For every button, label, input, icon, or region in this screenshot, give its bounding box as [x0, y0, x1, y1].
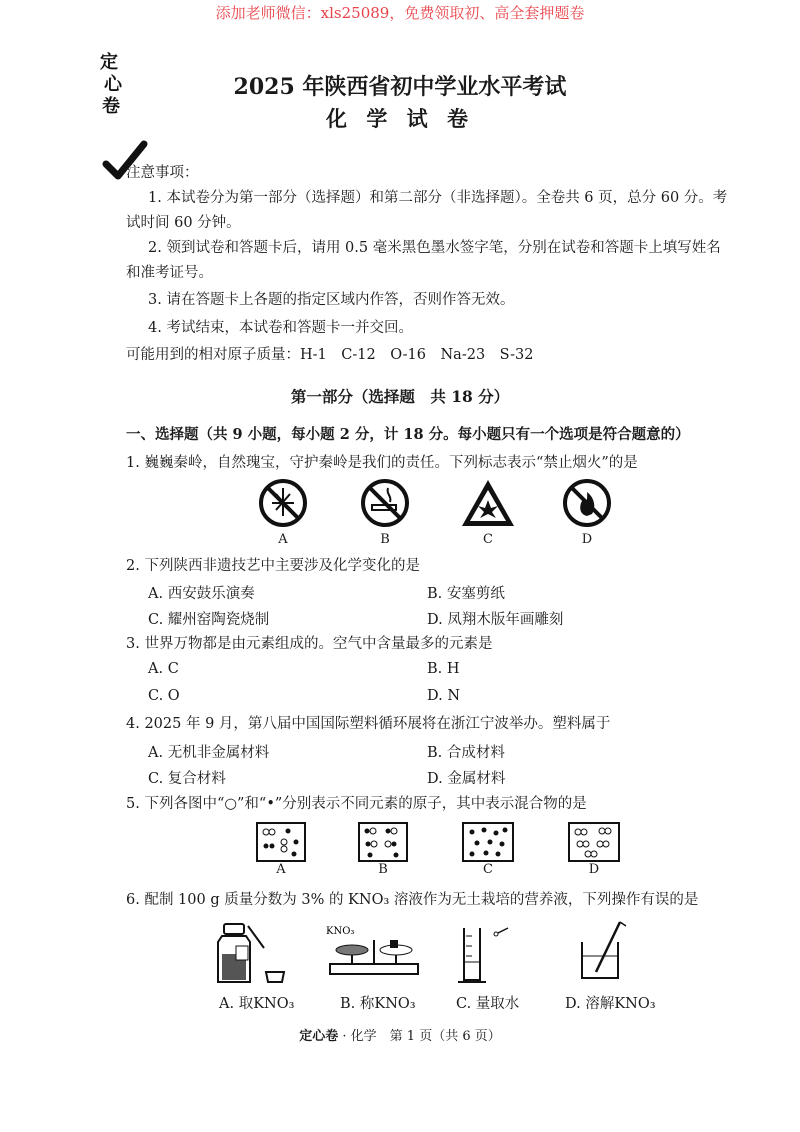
option-c: C. 复合材料	[148, 771, 226, 787]
option-d: D. 溶解KNO₃	[565, 996, 656, 1012]
graduated-cylinder-illustration	[452, 920, 522, 986]
question-6-stem: 6. 配制 100 g 质量分数为 3% 的 KNO₃ 溶液作为无土栽培的营养液，下列操作有误的是	[126, 892, 699, 908]
question-4-stem: 4. 2025 年 9 月，第八届中国国际塑料循环展将在浙江宁波举办。塑料属于	[126, 716, 611, 732]
sign-label-a: A	[278, 532, 288, 547]
part1-heading: 第一部分（选择题 共 18 分）	[290, 387, 510, 406]
option-d: D. N	[427, 688, 461, 704]
particle-box-c	[462, 822, 514, 862]
notice-line: 试时间 60 分钟。	[126, 215, 241, 231]
balance-scale-illustration	[324, 920, 424, 986]
option-a: A. 西安鼓乐演奏	[148, 586, 255, 602]
option-b: B. H	[427, 661, 460, 677]
page-footer	[0, 1025, 800, 1044]
sign-label-c: C	[483, 532, 493, 547]
particle-box-a	[256, 822, 306, 862]
watermark-text: 添加老师微信：xls25089，免费领取初、高全套押题卷	[215, 4, 585, 22]
notice-line: 4. 考试结束，本试卷和答题卡一并交回。	[148, 320, 413, 336]
notice-line: 3. 请在答题卡上各题的指定区域内作答，否则作答无效。	[148, 292, 515, 308]
stamp-char: 卷	[102, 96, 120, 117]
notice-line: 和准考证号。	[126, 265, 213, 281]
option-c: C. 耀州窑陶瓷烧制	[148, 612, 270, 628]
option-c: C. 量取水	[456, 996, 520, 1012]
particle-box-b	[358, 822, 408, 862]
particle-box-d	[568, 822, 620, 862]
atomic-mass-line: 可能用到的相对原子质量：H-1 C-12 O-16 Na-23 S-32	[126, 347, 534, 363]
question-2-stem: 2. 下列陕西非遗技艺中主要涉及化学变化的是	[126, 558, 420, 574]
box-label-c: C	[483, 862, 493, 877]
balance-label: KNO₃	[326, 926, 355, 937]
notice-line: 2. 领到试卷和答题卡后，请用 0.5 毫米黑色墨水签字笔，分别在试卷和答题卡上填写姓名	[148, 240, 721, 256]
box-label-a: A	[276, 862, 286, 877]
explosive-warning-sign-icon	[460, 478, 516, 528]
notice-heading: 注意事项：	[126, 165, 199, 181]
question-1-stem: 1. 巍巍秦岭，自然瑰宝，守护秦岭是我们的责任。下列标志表示“禁止烟火”的是	[126, 455, 638, 471]
option-d: D. 金属材料	[427, 771, 506, 787]
reagent-bottle-illustration	[214, 920, 298, 986]
footer-page-info: · 化学 第 1 页（共 6 页）	[338, 1029, 501, 1044]
no-open-flame-sign-icon	[562, 478, 612, 528]
option-c: C. O	[148, 688, 180, 704]
sign-label-b: B	[380, 532, 390, 547]
option-a: A. C	[148, 661, 179, 677]
no-smoking-sign-icon	[360, 478, 410, 528]
sign-label-d: D	[581, 532, 593, 547]
box-label-b: B	[378, 862, 388, 877]
footer-brand: 定心卷	[299, 1029, 339, 1044]
option-b: B. 合成材料	[427, 745, 505, 761]
notice-line: 1. 本试卷分为第一部分（选择题）和第二部分（非选择题）。全卷共 6 页，总分 60 分。考	[148, 190, 728, 206]
no-fireworks-sign-icon	[258, 478, 308, 528]
option-a: A. 取KNO₃	[219, 996, 295, 1012]
option-d: D. 凤翔木版年画雕刻	[427, 612, 564, 628]
option-b: B. 安塞剪纸	[427, 586, 505, 602]
question-5-stem: 5. 下列各图中“○”和“•”分别表示不同元素的原子，其中表示混合物的是	[126, 796, 587, 812]
stamp-char: 心	[104, 74, 122, 95]
beaker-stirring-illustration	[570, 916, 640, 986]
question-3-stem: 3. 世界万物都是由元素组成的。空气中含量最多的元素是	[126, 636, 493, 652]
stamp-char: 定	[100, 52, 118, 73]
option-b: B. 称KNO₃	[340, 996, 416, 1012]
page-subtitle: 化 学 试 卷	[326, 106, 474, 131]
box-label-d: D	[588, 862, 600, 877]
section-intro: 一、选择题（共 9 小题，每小题 2 分，计 18 分。每小题只有一个选项是符合题意的）	[126, 426, 690, 443]
page-title: 2025 年陕西省初中学业水平考试	[233, 74, 567, 100]
option-a: A. 无机非金属材料	[148, 745, 270, 761]
